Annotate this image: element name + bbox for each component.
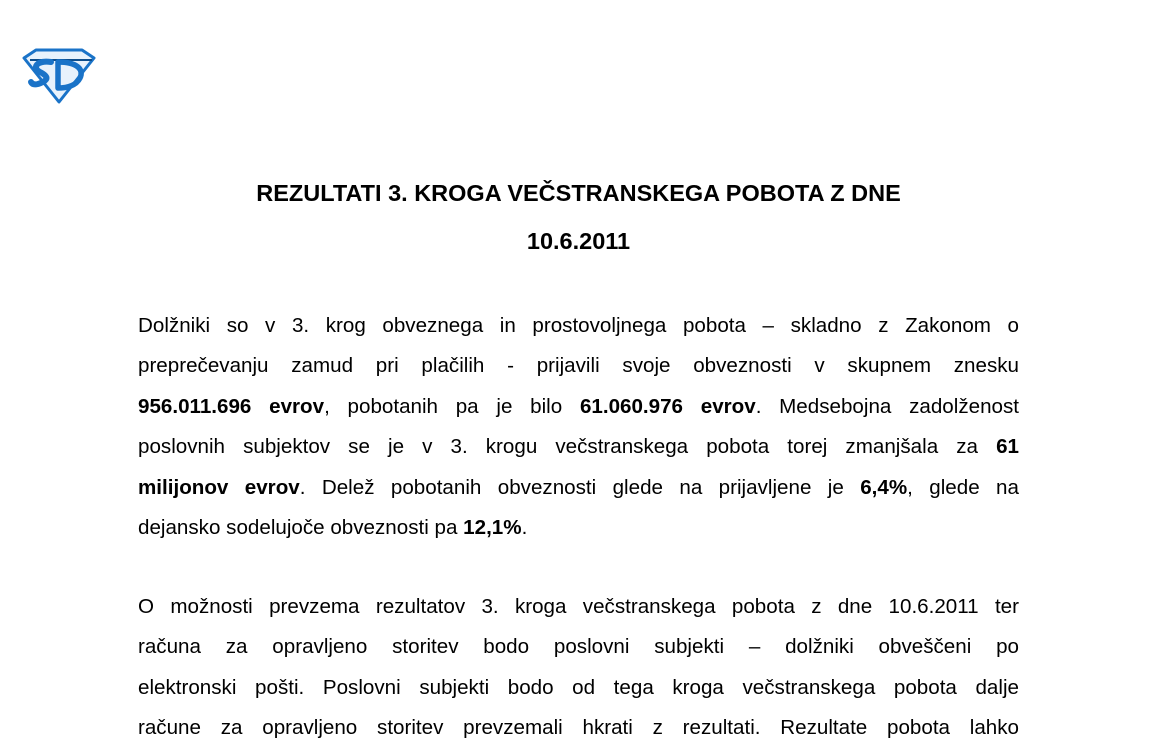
paragraph-line: preprečevanju zamud pri plačilih - prijavili svoje obveznosti v skupnem znesku (138, 354, 1019, 378)
paragraph-line: elektronski pošti. Poslovni subjekti bodo od tega kroga večstranskega pobota dalje (138, 675, 1019, 699)
paragraph-line: dejansko sodelujoče obveznosti pa 12,1%. (138, 515, 528, 539)
shield-logo-icon (22, 48, 96, 104)
share-reported: 6,4% (860, 475, 908, 499)
reduction-unit: milijonov evrov (138, 475, 300, 499)
paragraph-line: račune za opravljeno storitev prevzemali hkrati z rezultati. Rezultate pobota lahko (138, 716, 1019, 740)
paragraph-line: milijonov evrov. Delež pobotanih obveznosti glede na prijavljene je 6,4%, glede na (138, 475, 1019, 499)
paragraph-line: računa za opravljeno storitev bodo poslovni subjekti – dolžniki obveščeni po (138, 635, 1019, 659)
logo (22, 48, 96, 104)
share-participating: 12,1% (463, 515, 522, 539)
paragraph-line: O možnosti prevzema rezultatov 3. kroga večstranskega pobota z dne 10.6.2011 ter (138, 595, 1019, 618)
total-amount: 956.011.696 evrov (138, 394, 325, 418)
offset-amount: 61.060.976 evrov (579, 394, 756, 418)
document-title: REZULTATI 3. KROGA VEČSTRANSKEGA POBOTA Z DNE (256, 180, 901, 206)
paragraph-line: Dolžniki so v 3. krog obveznega in prostovoljnega pobota – skladno z Zakonom o (138, 314, 1019, 337)
paragraph-info (138, 587, 1019, 749)
paragraph-line: poslovnih subjektov se je v 3. krogu večstranskega pobota torej zmanjšala za 61 (138, 435, 1019, 459)
document-title-date: 10.6.2011 (526, 228, 631, 254)
paragraph-line: 956.011.696 evrov, pobotanih pa je bilo 61.060.976 evrov. Medsebojna zadolženost (138, 394, 1019, 418)
paragraph-results (138, 306, 1019, 548)
reduction-amount: 61 (996, 435, 1019, 459)
